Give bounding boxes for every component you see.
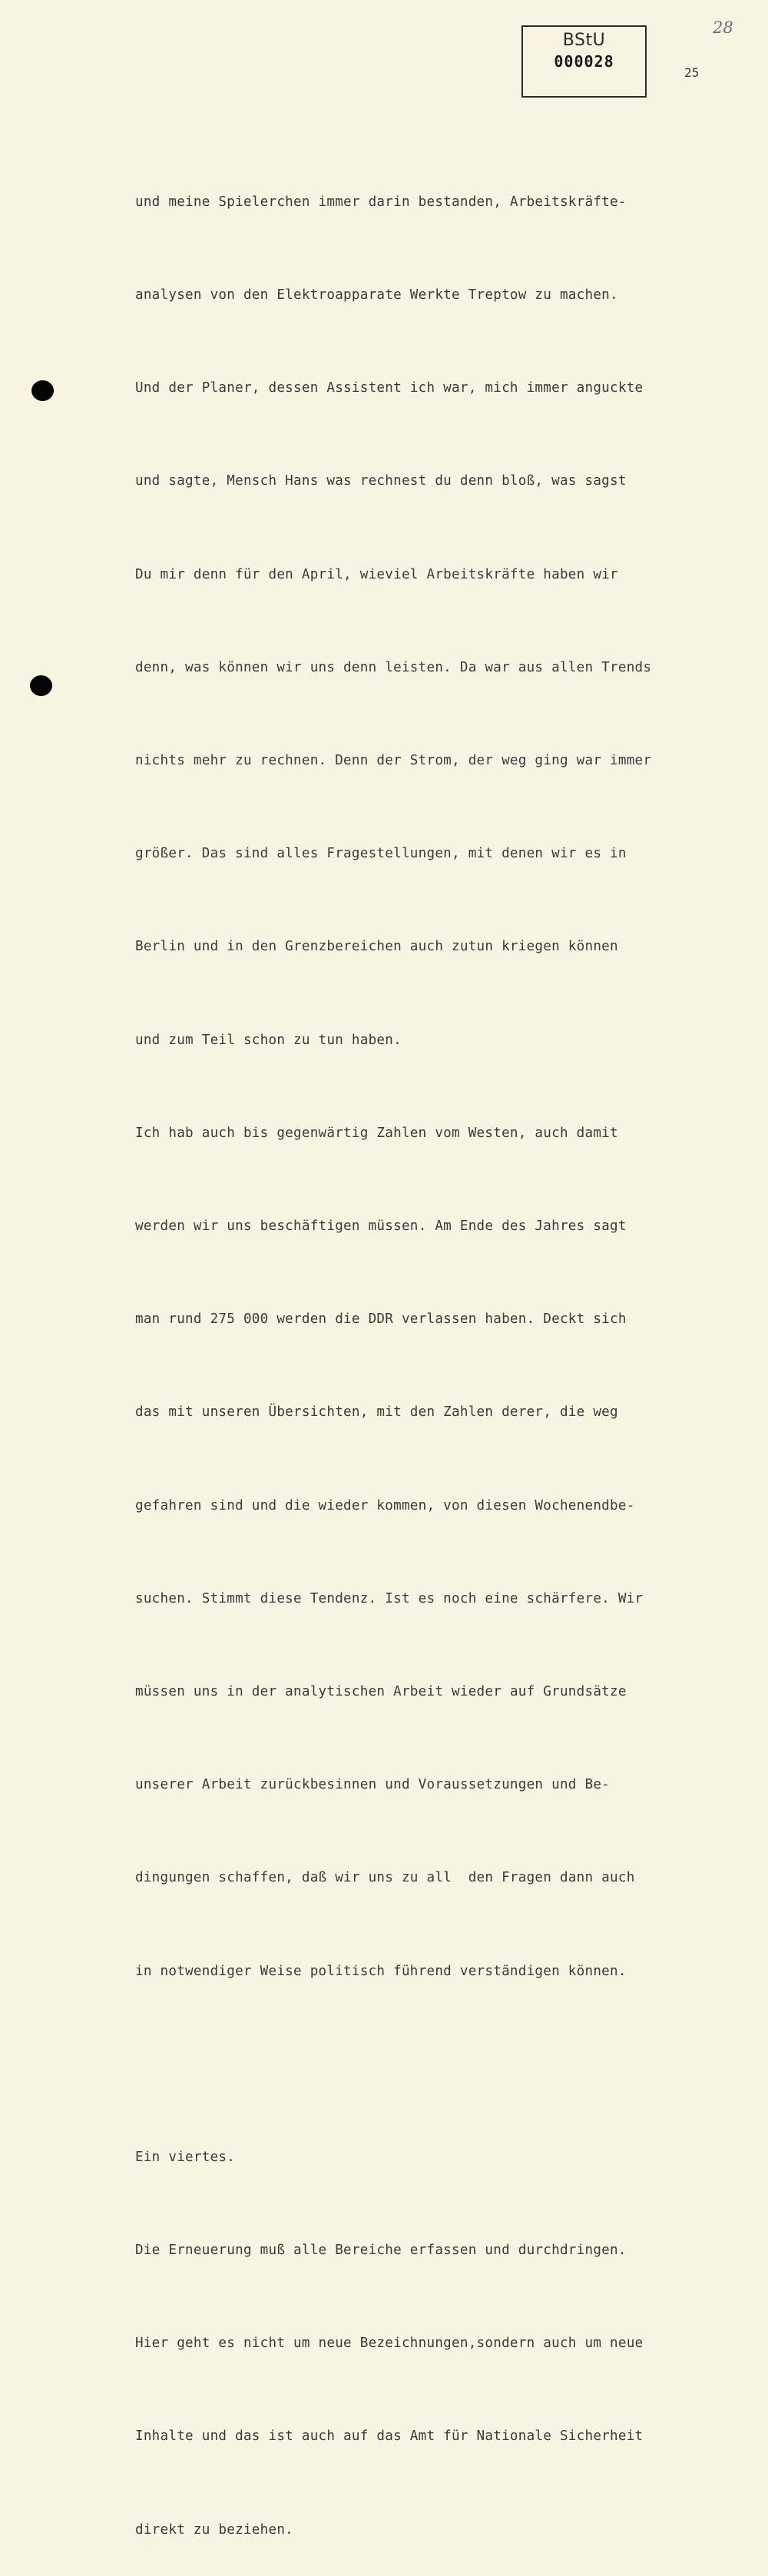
text-line: denn, was können wir uns denn leisten. Da war aus allen Trends [135,659,652,675]
text-line: und zum Teil schon zu tun haben. [135,1032,402,1048]
text-line: Ich hab auch bis gegenwärtig Zahlen vom Westen, auch damit [135,1125,618,1141]
text-line: das mit unseren Übersichten, mit den Zahlen derer, die weg [135,1404,618,1421]
archive-stamp [521,25,647,98]
text-line: dingungen schaffen, daß wir uns zu all den Fragen dann auch [135,1870,635,1886]
text-line: Und der Planer, dessen Assistent ich war, mich immer anguckte [135,380,644,396]
punch-hole-top [31,380,54,401]
text-line: Hier geht es nicht um neue Bezeichnungen,sondern auch um neue [135,2336,644,2352]
text-line: werden wir uns beschäftigen müssen. Am Ende des Jahres sagt [135,1218,627,1235]
text-line: unserer Arbeit zurückbesinnen und Voraussetzungen und Be- [135,1777,611,1793]
text-line: müssen uns in der analytischen Arbeit wieder auf Grundsätze [135,1684,627,1700]
text-line: Die Erneuerung muß alle Bereiche erfassen und durchdringen. [135,2242,627,2258]
handwritten-page-number: 28 [713,18,733,37]
text-line: gefahren sind und die wieder kommen, von diesen Wochenendbe- [135,1497,635,1513]
text-line: suchen. Stimmt diese Tendenz. Ist es noch eine schärfere. Wir [135,1590,644,1606]
text-line: direkt zu beziehen. [135,2521,294,2538]
text-line: und meine Spielerchen immer darin bestanden, Arbeitskräfte- [135,194,627,210]
text-line: nichts mehr zu rechnen. Denn der Strom, der weg ging war immer [135,753,652,769]
document-body [135,124,651,2576]
page-number: 25 [684,65,700,80]
text-line: größer. Das sind alles Fragestellungen, mit denen wir es in [135,846,627,862]
section-heading: Ein viertes. [135,2149,236,2165]
text-line: Inhalte und das ist auch auf das Amt für Nationale Sicherheit [135,2428,644,2445]
text-line: Berlin und in den Grenzbereichen auch zutun kriegen können [135,939,618,955]
text-line: in notwendiger Weise politisch führend verständigen können. [135,1963,627,1979]
punch-hole-bottom [30,675,52,696]
text-line: und sagte, Mensch Hans was rechnest du denn bloß, was sagst [135,473,627,489]
text-line: Du mir denn für den April, wieviel Arbeitskräfte haben wir [135,566,618,582]
text-line: man rund 275 000 werden die DDR verlassen haben. Deckt sich [135,1311,627,1328]
stamp-number: 000028 [554,52,614,71]
text-line: analysen von den Elektroapparate Werkte Treptow zu machen. [135,287,618,303]
paragraph-gap [135,2049,651,2080]
stamp-title: BStU [562,31,606,50]
